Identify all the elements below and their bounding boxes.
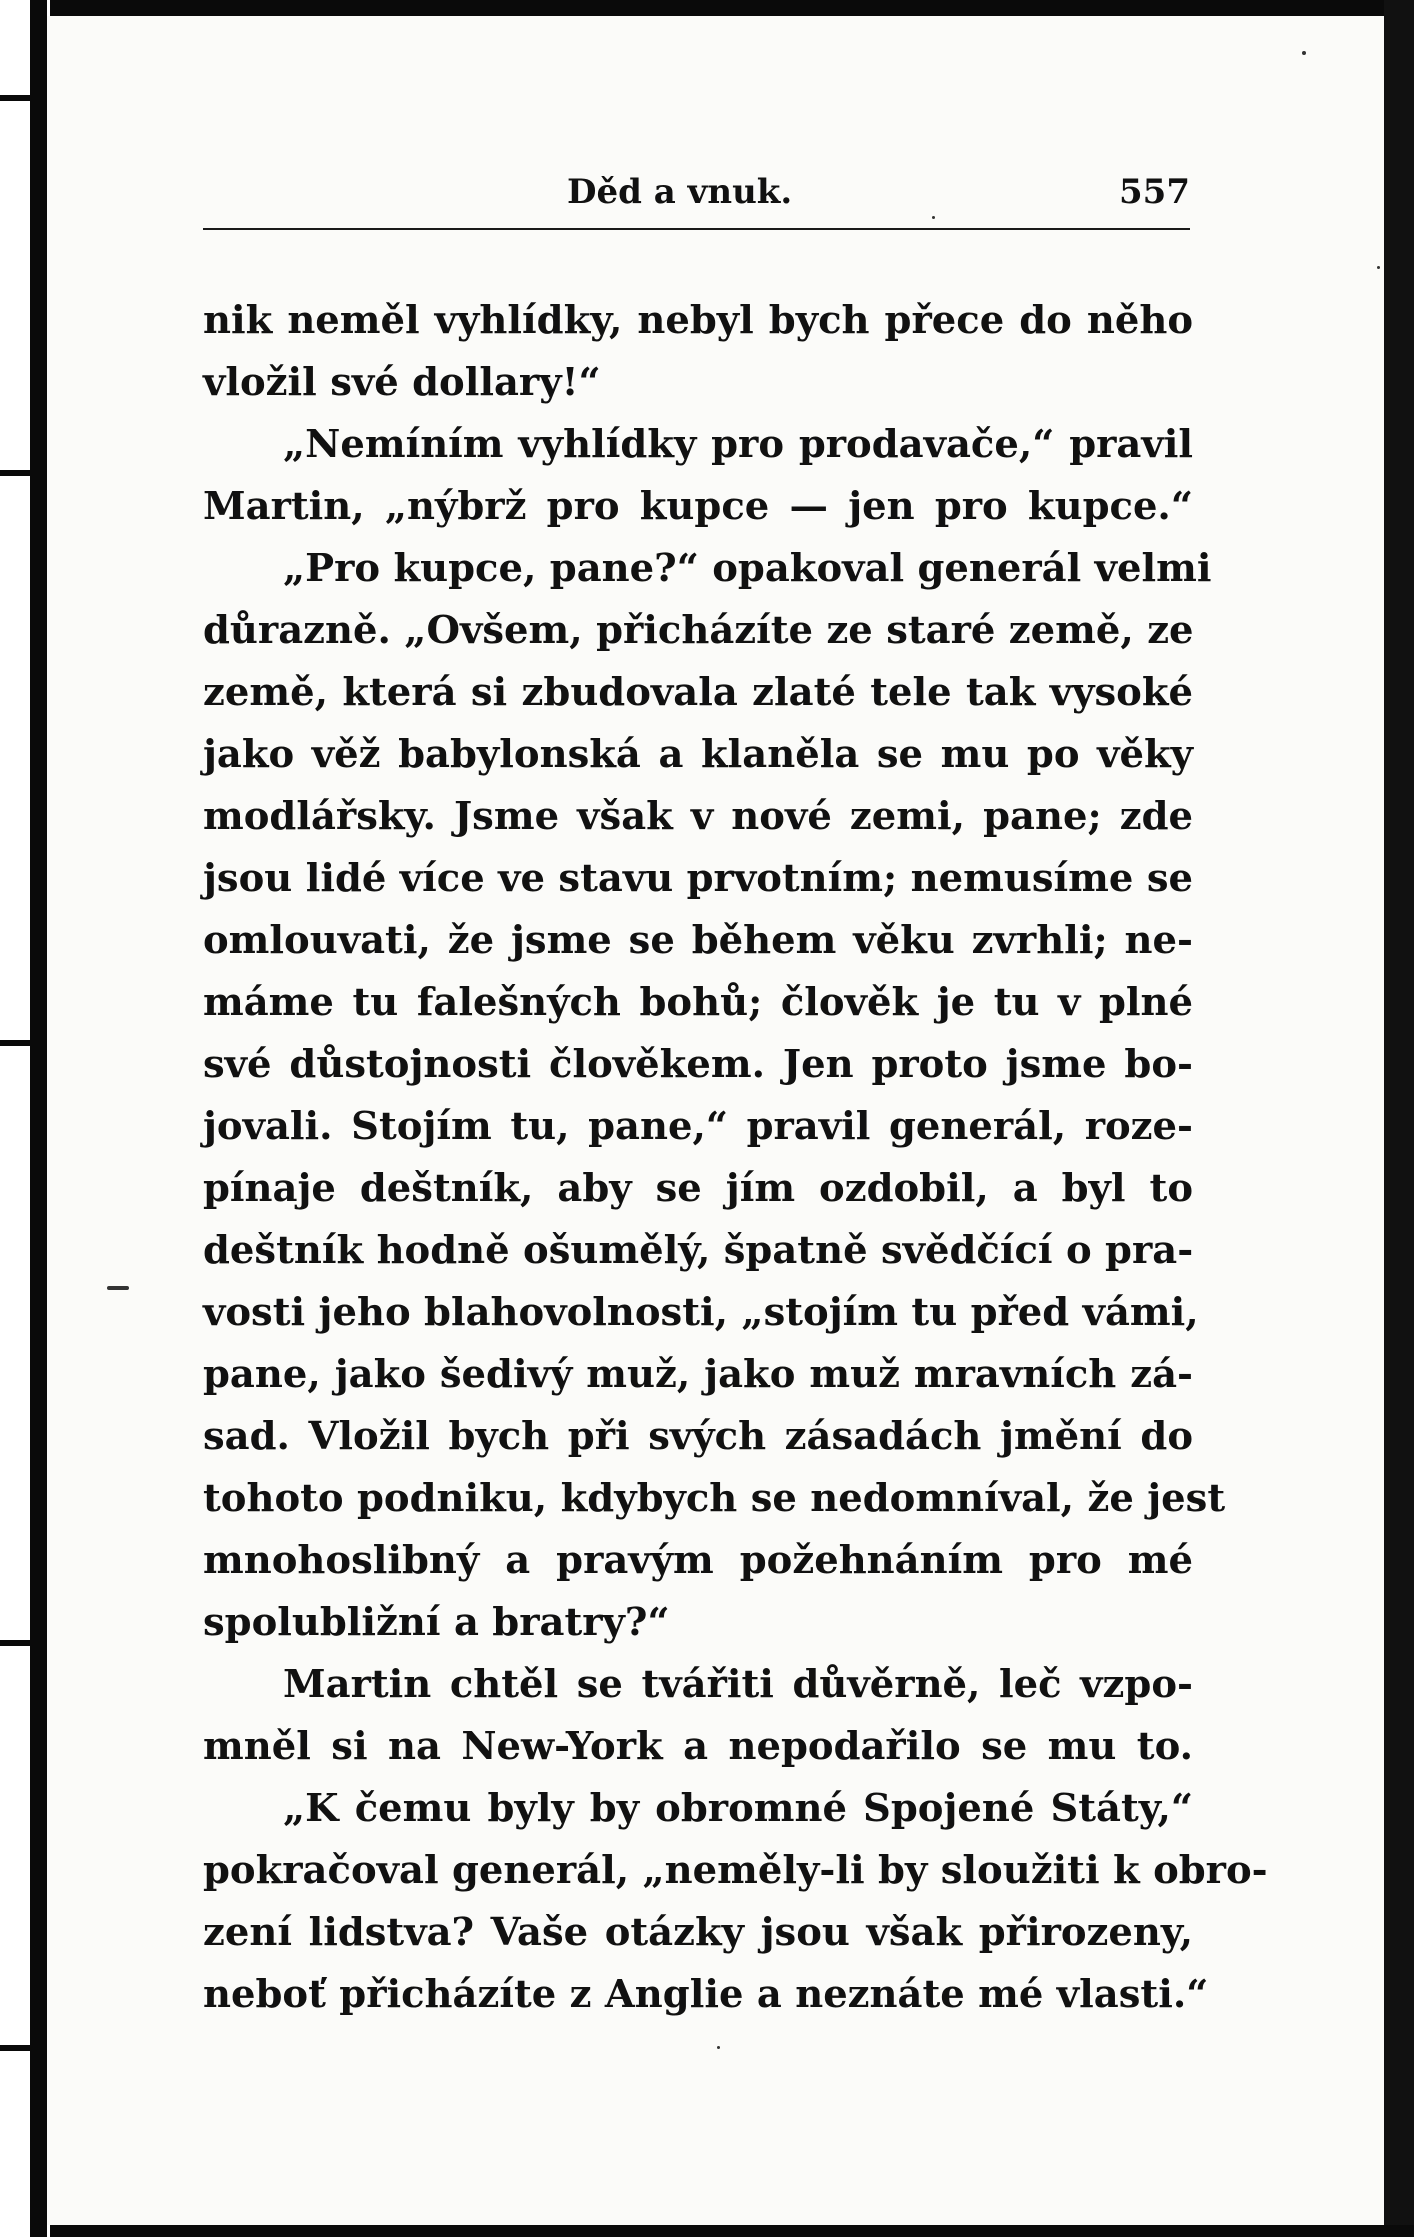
text-line: deštník hodně ošumělý, špatně svědčící o pra-: [203, 1228, 1194, 1273]
text-line: nik neměl vyhlídky, nebyl bych přece do něho: [203, 298, 1193, 343]
text-line: „Nemíním vyhlídky pro prodavače,“ pravil: [283, 422, 1193, 467]
text-line: důrazně. „Ovšem, přicházíte ze staré země, ze: [203, 608, 1194, 653]
text-line: jsou lidé více ve stavu prvotním; nemusíme se: [203, 856, 1193, 901]
text-line: své důstojnosti člověkem. Jen proto jsme bo-: [203, 1042, 1193, 1087]
text-line: vosti jeho blahovolnosti, „stojím tu před vámi,: [203, 1290, 1199, 1335]
header-rule: [203, 228, 1190, 230]
text-line: mnohoslibný a pravým požehnáním pro mé: [203, 1538, 1193, 1583]
text-line: „Pro kupce, pane?“ opakoval generál velmi: [283, 546, 1212, 591]
text-line: modlářsky. Jsme však v nové zemi, pane; zde: [203, 794, 1193, 839]
text-line: Martin chtěl se tvářiti důvěrně, leč vzpo-: [283, 1662, 1193, 1707]
page-number: 557: [1119, 172, 1190, 212]
text-line: „K čemu byly by obromné Spojené Státy,“: [283, 1786, 1193, 1831]
text-line: mněl si na New-York a nepodařilo se mu to.: [203, 1724, 1193, 1769]
text-line: omlouvati, že jsme se během věku zvrhli; ne-: [203, 918, 1193, 963]
running-head: [203, 168, 1190, 224]
text-line: pane, jako šedivý muž, jako muž mravních zá-: [203, 1352, 1193, 1397]
text-line: pokračoval generál, „neměly-li by sloužiti k obro-: [203, 1848, 1268, 1893]
text-line: jovali. Stojím tu, pane,“ pravil generál, roze-: [203, 1104, 1193, 1149]
running-title: Děd a vnuk.: [567, 172, 793, 212]
text-line: jako věž babylonská a klaněla se mu po věky: [203, 732, 1193, 777]
text-line: tohoto podniku, kdybych se nedomníval, že jest: [203, 1476, 1226, 1521]
body-text: [203, 290, 1268, 2026]
scan-border-bottom: [30, 2225, 1414, 2237]
text-line: vložil své dollary!“: [203, 360, 601, 405]
scan-border-right: [1384, 0, 1414, 2237]
text-line: zení lidstva? Vaše otázky jsou však přirozeny,: [203, 1910, 1193, 1955]
text-line: neboť přicházíte z Anglie a neznáte mé vlasti.“: [203, 1972, 1209, 2017]
text-line: spolubližní a bratry?“: [203, 1600, 670, 1645]
scan-border-top: [30, 0, 1414, 16]
text-line: Martin, „nýbrž pro kupce — jen pro kupce.“: [203, 484, 1193, 529]
scan-border-left: [0, 0, 50, 2237]
text-line: sad. Vložil bych při svých zásadách jmění do: [203, 1414, 1193, 1459]
text-line: země, která si zbudovala zlaté tele tak vysoké: [203, 670, 1193, 715]
text-line: pínaje deštník, aby se jím ozdobil, a byl to: [203, 1166, 1193, 1211]
text-line: máme tu falešných bohů; člověk je tu v plné: [203, 980, 1193, 1025]
